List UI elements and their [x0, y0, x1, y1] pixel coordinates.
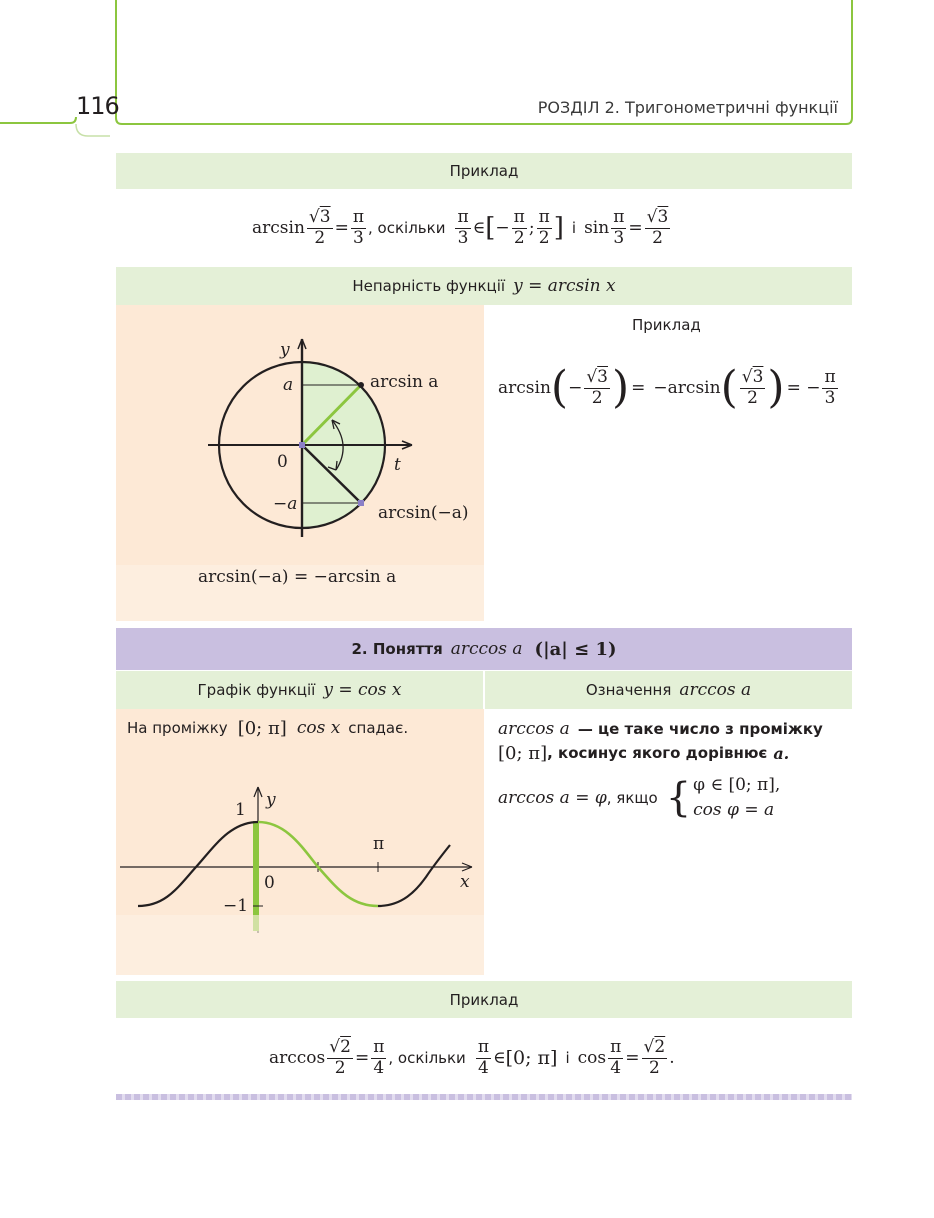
- definition-condition: arccos a = φ , якщо { φ ∈ [0; π], cos φ = a: [498, 775, 781, 821]
- point-neg-a: [358, 500, 364, 506]
- odd-example-formula: arcsin ( − $\frac{√3}{2}$ ) = −arcsin ( $\frac{√3}{2}$ ) = − $\frac{\pi}{3}$: [498, 362, 836, 413]
- running-title: РОЗДІЛ 2. Тригонометричні функції: [537, 98, 838, 117]
- graph-pi-label: π: [373, 834, 385, 854]
- graph-y-label: y: [266, 790, 276, 810]
- range-highlight: [253, 821, 259, 931]
- bottom-rule: [116, 1094, 852, 1100]
- cos-curve-left: [138, 822, 258, 906]
- definition-line2: [0; π] , косинус якого дорівнює a.: [498, 742, 790, 764]
- circle-t-label: t: [394, 455, 401, 475]
- circle-y-label: y: [280, 340, 290, 360]
- example2-header: Приклад: [116, 981, 852, 1018]
- example2-formula: arccos $\frac{√2}{2}$ = $\frac{\pi}{4}$ , оскільки $\frac{\pi}{4}$ ∈ [0; π] і cos $\frac{\pi}{4}$ = $\frac{√2}{2}$ .: [269, 1036, 675, 1078]
- example1-header: Приклад: [116, 153, 852, 189]
- graph-one-label: 1: [235, 800, 246, 820]
- definition-header: Означення arccos a: [485, 671, 852, 709]
- origin-point: [299, 442, 305, 448]
- cos-graph: [116, 709, 484, 975]
- odd-header: Непарність функції y = arcsin x: [116, 267, 852, 305]
- graph-zero-label: 0: [264, 873, 275, 893]
- circle-zero-label: 0: [277, 452, 288, 472]
- label-arcsin-a: arcsin a: [370, 372, 439, 392]
- definition-line1: arccos a — це таке число з проміжку: [498, 719, 823, 739]
- graph-header: Графік функції y = cos x: [116, 671, 483, 709]
- section2-title: 2. Поняття arccos a (|a| ≤ 1): [116, 628, 852, 670]
- label-arcsin-neg-a: arcsin(−a): [378, 503, 469, 523]
- circle-neg-a-label: −a: [273, 494, 298, 514]
- odd-example-header: Приклад: [632, 316, 701, 334]
- graph-neg-one-label: −1: [223, 896, 249, 916]
- circle-a-label: a: [283, 375, 294, 395]
- point-a: [358, 382, 364, 388]
- example1-formula: arcsin $\frac{√3}{2}$ = $\frac{\pi}{3}$ , оскільки $\frac{\pi}{3}$ ∈ [ − $\frac{\pi}{2}$ ; $\frac{\pi}{2}$ ] і sin $\frac{\pi}{3}$ = $\frac{√3}{2}$: [252, 206, 669, 248]
- page-frame: [0, 0, 934, 140]
- odd-identity: arcsin(−a) = −arcsin a: [198, 567, 397, 587]
- page-number: 116: [76, 92, 119, 120]
- graph-description: На проміжку [0; π] cos x спадає.: [127, 717, 409, 739]
- cos-curve-right: [378, 845, 450, 906]
- graph-x-label: x: [460, 872, 470, 892]
